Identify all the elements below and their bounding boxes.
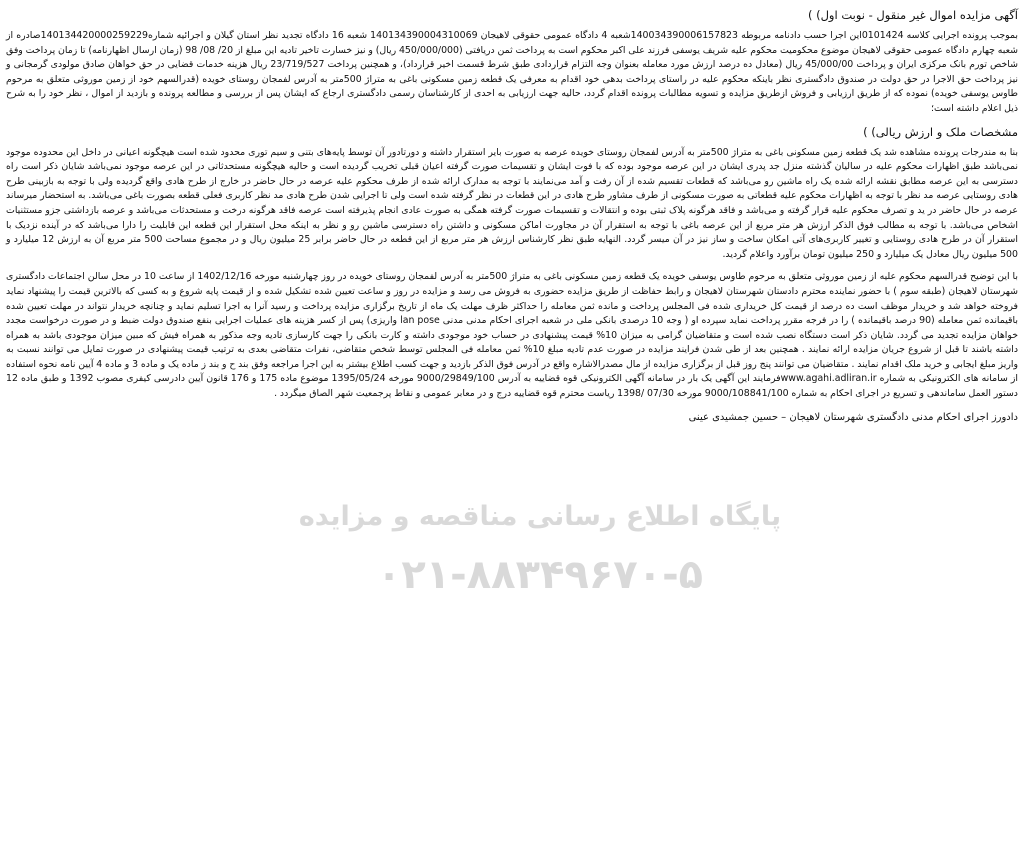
notice-paragraph-property: بنا به مندرجات پرونده مشاهده شد یک قطعه زمین مسکونی باغی به متراژ 500متر به آدرس لفمجان روستای خویده عرصه به صورت بایر استقرار داشته و دورتادور آن توسط پایه‌های بتنی و سیم توری محدود شده است هیچگونه اعیانی در داخل این محدوده موجود نمی‌باشد طبق اظهارات محکوم علیه در سالیان گذشته منزل جد پدری ایشان در این عرصه موجود بوده که با فوت ایشان و تقسیمات صورت گرفته اعیان قبلی تخریب گردیده است و حالیه هیچگونه مستحدثاتی در این عرصه موجود نمی‌باشد شایان ذکر است راه دسترسی به این عرصه مطابق نقشه ارائه شده یک راه ماشین رو می‌باشد که قطعات تقسیم شده از آن رفت و آمد می‌نمایند با توجه به مدارک ارائه شده از طرف محکوم علیه عرصه در حال حاضر در خارج از طرح هادی واقع گردیده ولی با توجه به بازبینی طرح هادی روستایی عرصه مد نظر با توجه به اظهارات محکوم علیه قطعاتی به صورت مسکونی از طرف مشاور طرح هادی در این قطعات در نظر گرفته شده است ولی تا اجرایی شدن طرح هادی مد نظر کاربری فعلی قطعه بصورت باغی می‌باشد. به استحضار میرساند عرصه در حال حاضر در ید و تصرف محکوم علیه قرار گرفته و می‌باشد و فاقد هرگونه پلاک ثبتی بوده و انتقالات و تقسیمات صورت گرفته همگی به صورت عادی انجام پذیرفته است عرصه فاقد هرگونه درخت و مستحدثات می‌باشد و عرصه بازداشتی جزو مستثنیات اشخاص می‌باشد. با توجه به مطالب فوق الذکر ارزش هر متر مربع از این عرصه باغی با توجه به استقرار آن در مجاورت اماکن مسکونی و داشتن راه دسترسی ماشین رو و نظر به اینکه محل استقرار این قطعه این قابلیت را دارا می‌باشد که در آینده نزدیک با استقرار آن در طرح هادی روستایی و تغییر کاربری‌های آتی امکان ساخت و ساز نیز در آن میسر گردد. النهایه طبق نظر کارشناس ارزش هر متر مربع از این قطعه در حال حاضر برابر 25 میلیون ریال و در مجموع مساحت 500 متر مربع آن به ارزش 12 میلیارد و 500 میلیون ریال معادل یک میلیارد و 250 میلیون تومان برآورد واعلام گردید.	[6, 146, 1018, 260]
watermark-title: پایگاه اطلاع رسانی مناقصه و مزایده	[298, 501, 782, 532]
notice-paragraph-auction: با این توضیح قدرالسهم محکوم علیه از زمین موروثی متعلق به مرحوم طاوس یوسفی خویده یک قطعه زمین مسکونی باغی به متراژ 500متر به آدرس لفمجان روستای خویده در روز چهارشنبه مورخه 1402/12/16 از ساعت 10 در محل سالن اجتماعات دادگستری شهرستان لاهیجان (طبقه سوم ) با حضور نماینده محترم دادستان شهرستان لاهیجان و رابط حفاظت از طریق مزایده حضوری به فروش می رسد و مزایده در روز و ساعت تعیین شده تشکیل شده و از قیمت پایه شروع و به کسی که بالاترین قیمت را پیشنهاد نماید فروخته خواهد شد و خریدار موظف است ده درصد از قیمت کل خریداری شده فی المجلس پرداخت و مانده ثمن معامله را حداکثر ظرف مهلت یک ماه از تاریخ برگزاری مزایده پرداخت و رسید آنرا به اجرا تسلیم نماید و چنانچه خریدار نتواند در مهلت تعیین شده باقیمانده ثمن معامله (90 درصد باقیمانده ) را در فرجه مقرر پرداخت نماید سپرده او ( وجه 10 درصدی بانکی ملی در شعبه اجرای احکام مدنی مدنی lan pose واریزی) پس از کسر هزینه های عملیات اجرایی بنفع صندوق دولت ضبط و در صورت درخواست مجدد خواهان مزایده تجدید می گردد. شایان ذکر است دستگاه نصب شده است و متقاضیان گرامی به میزان 10% قیمت پیشنهادی در حساب خود موجودی داشته و کارت بانکی را جهت کارسازی تادیه وجه مذکور به همراه فیش که مبین میزان موجودی باشد به همراه داشته باشند تا قبل از شروع جریان مزایده ارائه نمایند . همچنین بعد از طی شدن فرایند مزایده در صورت عدم تادیه مبلغ 10% ثمن معامله فی المجلس توسط شخص متقاضی، نفرات متقاضی بعدی به ترتیب قیمت پیشنهادی در صورت تمایل می توانند نسبت به واریز مبلغ ایجابی و خرید ملک اقدام نمایند . متقاضیان می توانند پنج روز قبل از برگزاری مزایده از مال مصدرالاشاره واقع در آدرس فوق الذکر بازدید و جهت کسب اطلاع بیشتر به این اجرا مراجعه وفق بند ح و بند ز ماده یک و ماده 3 و ماده 4 آیین نامه نحوه استفاده از سامانه های الکترونیکی به شماره www.agahi.adliran.irفرمایند این آگهی یک بار در سامانه آگهی الکترونیکی قوه قضاییه به آدرس 9000/29849/100 مورخه 1395/05/24 موضوع ماده 175 و 176 قانون آیین دادرسی کیفری مصوب 1392 و طبق ماده 12 دستور العمل ساماندهی و تسریع در اجرای احکام به شماره 9000/108841/100 مورخه 07/30 /1398 ریاست محترم قوه قضاییه درج و در معابر عمومی و نقاط پرجمعیت شهر الصاق میگردد .	[6, 271, 1019, 400]
notice-paragraph-intro: بموجب پرونده اجرایی کلاسه 0101424این اجرا حسب دادنامه مربوطه 140034390006157823شعبه 4 دادگاه عمومی حقوقی لاهیجان 140134390004310069 شعبه 16 دادگاه تجدید نظر استان گیلان و اجرائیه شماره140134420000259229صادره از شعبه چهارم دادگاه عمومی حقوقی لاهیجان موضوع محکومیت محکوم علیه شریف یوسفی فرزند علی اکبر محکوم است به پرداخت ثمن دریافتی (450/000/000 ریال) و نیز خسارت تاخیر تادیه این مبلغ از 20/ 08/ 98 (زمان ارسال اظهارنامه) تا زمان پرداخت وفق شاخص تورم بانک مرکزی ایران و پرداخت 45/000/00 ریال (معادل ده درصد ارزش مورد معامله بعنوان وجه التزام قراردادی طبق شرط قسمت اخیر قرارداد)، و همچنین پرداخت 23/719/527 ریال هزینه خدمات قضایی در حق خواهان صادق مولودی گرمجانی و نیز پرداخت حق الاجرا در حق دولت در صندوق دادگستری نظر باینکه محکوم علیه در راستای پرداخت بدهی خود اقدام به معرفی یک قطعه زمین مسکونی باغی به متراژ 500متر به آدرس لفمجان روستای خویده (قدرالسهم خود از زمین موروثی متعلق به مرحوم طاوس یوسفی خویده) نموده که از طریق ارزیابی و فروش ازطریق مزایده و تسویه مطالبات پرونده اقدام گردد، حالیه جهت ارزیابی به احدی از کارشناسان رسمی دادگستری ارجاع که ایشان پس از بررسی و مطالعه پرونده و بازدید از اموال ، نظر خود را به شرح ذیل اعلام داشته است؛	[6, 30, 1019, 114]
notice-title: آگهی مزایده اموال غیر منقول - نوبت اول) )	[807, 8, 1018, 22]
notice-signature: دادورز اجرای احکام مدنی دادگستری شهرستان لاهیجان – حسین جمشیدی عینی	[688, 411, 1018, 423]
section-title-property: مشخصات ملک و ارزش ریالی) )	[863, 124, 1018, 139]
watermark-phone: ۰۲۱-۸۸۳۴۹۶۷۰-۵	[376, 552, 704, 598]
